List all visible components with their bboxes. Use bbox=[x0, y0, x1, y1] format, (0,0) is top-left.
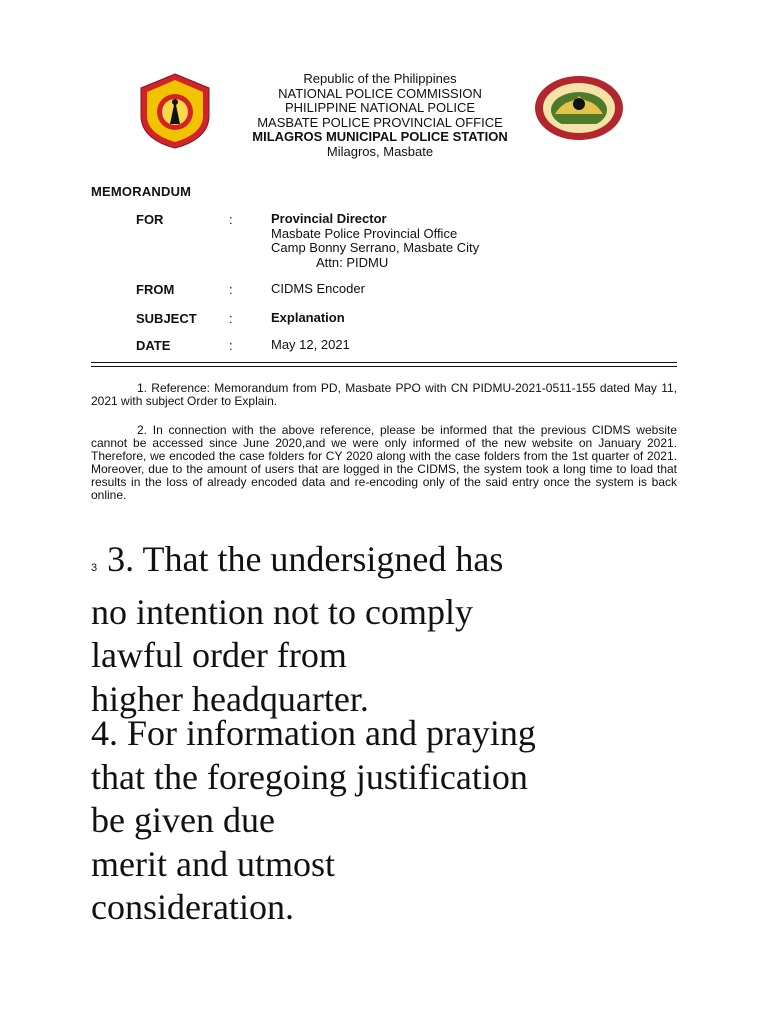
paragraph-3-line-1-text: 3. That the undersigned has bbox=[107, 539, 504, 579]
paragraph-3-line-3: lawful order from bbox=[91, 635, 347, 675]
letterhead bbox=[200, 72, 560, 159]
paragraph-3-small-number: 3 bbox=[91, 562, 98, 574]
divider-rule bbox=[91, 362, 677, 363]
paragraph-4 bbox=[91, 712, 701, 930]
paragraph-4-line-3: be given due bbox=[91, 800, 275, 840]
date-colon: : bbox=[229, 338, 233, 353]
from-colon: : bbox=[229, 282, 233, 297]
date-label: DATE bbox=[136, 338, 171, 353]
paragraph-3-line-4: higher headquarter. bbox=[91, 678, 369, 719]
paragraph-3-line-2: no intention not to comply bbox=[91, 591, 473, 632]
divider-rule-second bbox=[91, 366, 677, 367]
for-address: Camp Bonny Serrano, Masbate City bbox=[271, 240, 480, 255]
paragraph-3 bbox=[91, 538, 701, 721]
from-label: FROM bbox=[136, 282, 175, 297]
header-republic: Republic of the Philippines bbox=[303, 71, 457, 86]
from-value: CIDMS Encoder bbox=[271, 281, 365, 296]
header-masbate-ppo: MASBATE POLICE PROVINCIAL OFFICE bbox=[257, 114, 503, 130]
for-value bbox=[271, 212, 479, 270]
paragraph-4-line-5: consideration. bbox=[91, 887, 294, 927]
paragraph-4-line-4: merit and utmost bbox=[91, 843, 335, 884]
paragraph-3-line-1 bbox=[91, 538, 701, 591]
memo-title: MEMORANDUM bbox=[91, 184, 192, 199]
for-colon: : bbox=[229, 212, 233, 227]
for-office: Masbate Police Provincial Office bbox=[271, 225, 458, 241]
header-pnp: PHILIPPINE NATIONAL POLICE bbox=[285, 100, 475, 115]
paragraph-2: 2. In connection with the above reference, please be informed that the previous CIDMS website cannot be accessed since June 2020,and we were only informed of the new website on January 2021. Therefore, we encoded the case folders for CY 2020 along with the case folders from the 1st quarter of 2021. Moreover, due to the amount of users that are logged in the CIDMS, the system took a long time to load that results in the loss of already encoded data and re-encoding only of the said entry once the system is back online. bbox=[91, 423, 677, 502]
paragraph-4-line-2: that the foregoing justification bbox=[91, 756, 528, 797]
municipal-seal-logo bbox=[533, 74, 625, 142]
header-milagros-station: MILAGROS MUNICIPAL POLICE STATION bbox=[252, 129, 508, 144]
for-label: FOR bbox=[136, 212, 164, 227]
subject-label: SUBJECT bbox=[136, 311, 197, 326]
header-location: Milagros, Masbate bbox=[326, 143, 434, 159]
subject-value: Explanation bbox=[271, 310, 345, 325]
for-recipient: Provincial Director bbox=[271, 211, 387, 226]
header-napolcom: NATIONAL POLICE COMMISSION bbox=[278, 85, 482, 101]
paragraph-1: 1. Reference: Memorandum from PD, Masbate PPO with CN PIDMU-2021-0511-155 dated May 11, 2021 with subject Order to Explain. bbox=[91, 381, 677, 408]
subject-colon: : bbox=[229, 311, 233, 326]
date-value: May 12, 2021 bbox=[271, 337, 350, 352]
for-attn: Attn: PIDMU bbox=[316, 254, 389, 270]
paragraph-4-line-1: 4. For information and praying bbox=[91, 713, 536, 753]
